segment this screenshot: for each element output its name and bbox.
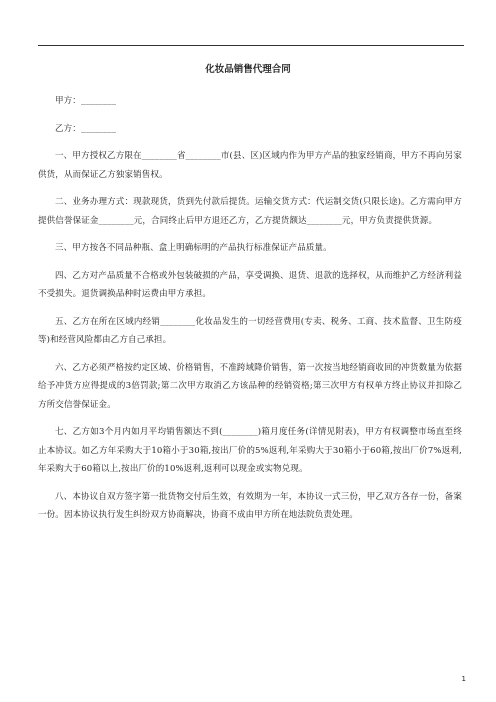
document-title: 化妆品销售代理合同 <box>205 64 291 75</box>
clause-7: 七、乙方如3个月内如月平均销售额达不到(________)箱月度任务(详情见附表)，甲方有权调整市场直至终止本协议。如乙方年采购大于10箱小于30箱,按出厂价的5%返利,年采购大于30箱小于60箱,按出厂价7%返利,年采购大于60箱以上,按出厂价的10%返利,返利可以现金或实物兑现。 <box>38 427 462 474</box>
clause-2: 二、业务办理方式：现款现货，货到先付款后提货。运输交货方式：代运制交货(只限长途)。乙方需向甲方提供信誉保证金________元，合同终止后甲方退还乙方，乙方提货额达________元，甲方负责提供货源。 <box>38 197 462 226</box>
header-rule <box>38 45 464 46</box>
page-number: 1 <box>461 675 466 683</box>
clause-1: 一、甲方授权乙方限在________省________市(县、区)区域内作为甲方产品的独家经销商，甲方不再向另家供货，从而保证乙方独家销售权。 <box>38 151 462 180</box>
clause-4: 四、乙方对产品质量不合格或外包装破损的产品，享受调换、退货、退款的选择权，从而维护乙方经济利益不受损失。退货调换品种时运费由甲方承担。 <box>38 270 462 299</box>
document-body <box>38 92 462 534</box>
clause-5: 五、乙方在所在区域内经销________化妆品发生的一切经营费用(专卖、税务、工商、技术监督、卫生防疫等)和经营风险都由乙方自己承担。 <box>38 316 462 345</box>
clause-8: 八、本协议自双方签字第一批货物交付后生效，有效期为一年，本协议一式三份，甲乙双方各存一份，备案一份。因本协议执行发生纠纷双方协商解决，协商不成由甲方所在地法院负责处理。 <box>38 491 462 520</box>
party-a-line: 甲方：________ <box>55 96 117 106</box>
clause-3: 三、甲方按各不同品种瓶、盒上明确标明的产品执行标准保证产品质量。 <box>55 243 332 253</box>
clause-6: 六、乙方必须严格按约定区域、价格销售，不准跨域降价销售，第一次按当地经销商收回的冲货数量为依据给予冲货方应得提成的3倍罚款;第二次甲方取消乙方该品种的经销资格;第三次甲方有权单方终止协议并扣除乙方所交信誉保证金。 <box>38 362 462 410</box>
party-b-line: 乙方：________ <box>55 123 117 134</box>
